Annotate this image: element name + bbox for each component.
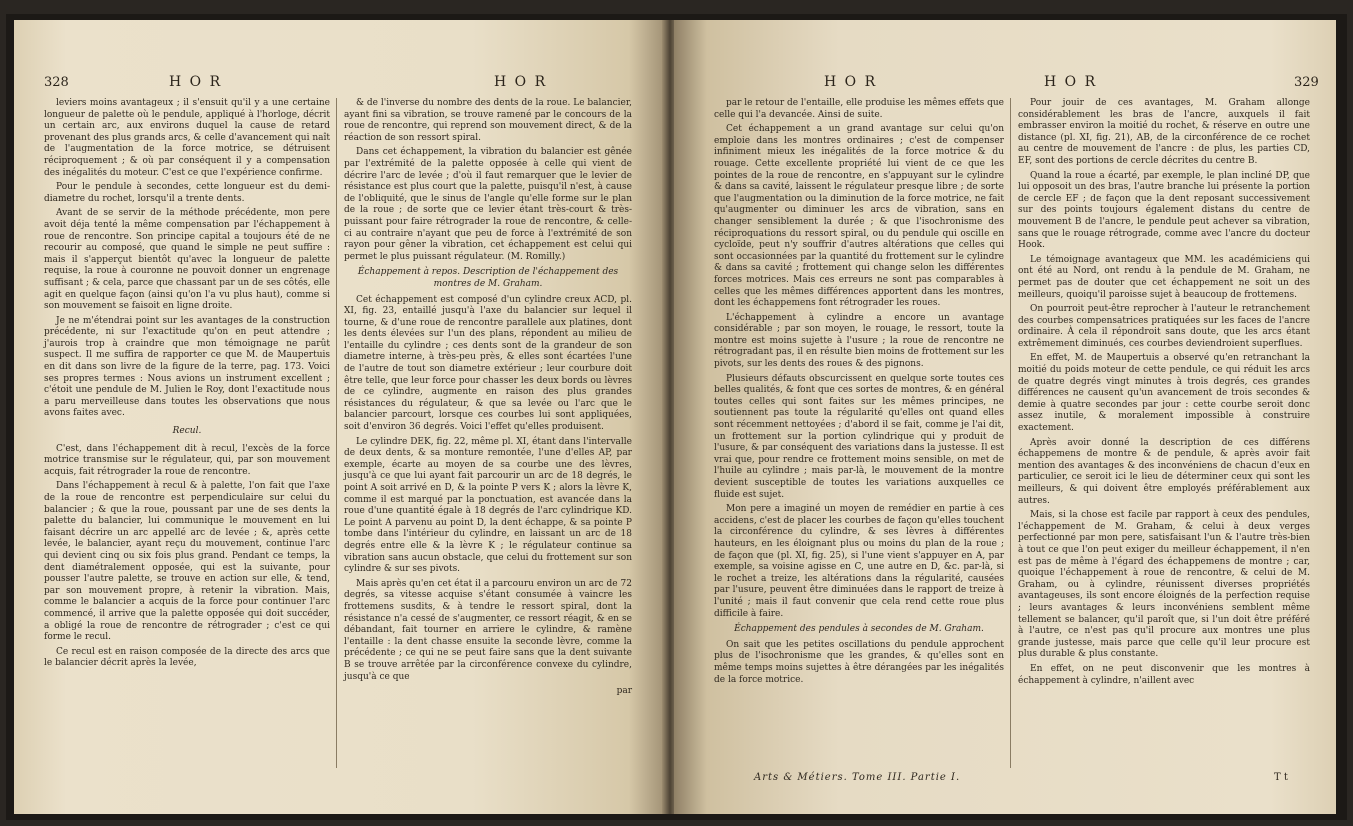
text-column-2 [344, 98, 632, 701]
section-heading: Échappement des pendules à secondes de M. Graham. [734, 624, 984, 635]
signature-mark: T t [1274, 772, 1288, 783]
running-head: H O R [1044, 74, 1098, 90]
paragraph-group [714, 98, 1004, 620]
text-column-2 [1018, 98, 1310, 690]
paragraph-group [44, 98, 330, 420]
paragraph: Le cylindre DEK, fig. 22, même pl. XI, étant dans l'intervalle de deux dents, & sa monture remontée, l'une d'elles AP, par exemple, écarte au moyen de sa courbe une des lèvres, jusqu'à ce que lui ayant fait parcourir un arc de 18 degrés, le point A soit arrivé en D, & la pointe P vers K ; alors la lèvre K, comme il est marqué par la ponctuation, est avancée dans la roue d'une quantité égale à 18 degrés de l'arc cylindrique KD. Le point A parvenu au point D, la dent échappe, & sa pointe P tombe dans l'intérieur du cylindre, en laissant un arc de 18 degrés entre elle & la lèvre K ; le régulateur continue sa vibration sans aucun obstacle, que celui du frottement sur son cylindre & sur ses pivots. [344, 436, 632, 575]
paragraph: Mais, si la chose est facile par rapport à ceux des pendules, l'échappement de M. Graham, & celui à deux verges perfectionné par mon pere, satisfaisant l'un & l'autre très-bien à tout ce que l'on peut exiger du meilleur échappement, il n'en est pas de même à l'égard des échappemens de montre ; car, quoique l'échappement à roue de rencontre, & celui de M. Graham, ou à cylindre, réunissent diverses propriétés avantageuses, ils sont encore éloignés de la perfection requise ; leurs avantages & leurs inconvéniens semblent même tellement se balancer, qu'il paroît que, si l'un doit être préféré à l'autre, ce n'est pas qu'il procure aux montres une plus grande justesse, mais parce que celle qu'il leur procure est plus durable & plus constante. [1018, 510, 1310, 660]
right-page [674, 20, 1336, 814]
paragraph: Cet échappement a un grand avantage sur celui qu'on emploie dans les montres ordinaires ; c'est de compenser infiniment mieux les inégalités de la force motrice & du rouage. Cette excellente propriété lui vient de ce que les pointes de la roue de rencontre, en s'appuyant sur le cylindre & dans sa cavité, laissent le régulateur presque libre ; de sorte que l'augmentation ou la diminution de la force motrice, ne fait qu'augmenter ou diminuer les arcs de vibration, sans en changer sensiblement la durée ; & que l'isochronisme des réciproquations du ressort spiral, ou du pendule qui oscille en cycloïde, peut n'y souffrir d'autres altérations que celles qui sont occasionnées par la quantité du frottement sur le cylindre & dans sa cavité ; frottement qui change selon les différentes forces motrices. Mais ces erreurs ne sont pas comparables à celles que les mêmes différences apportent dans les montres, dont les échappemens font rétrograder les roues. [714, 124, 1004, 309]
paragraph: Je ne m'étendrai point sur les avantages de la construction précédente, ni sur l'exactitude qu'on en peut attendre ; j'aurois trop à craindre que mon témoignage ne parût suspect. Il me suffira de rapporter ce que M. de Maupertuis en dit dans son livre de la figure de la terre, pag. 173. Voici ses propres termes : Nous avions un instrument excellent ; c'étoit une pendule de M. Julien le Roy, dont l'exactitude nous a paru merveilleuse dans toutes les observations que nous avons faites avec. [44, 315, 330, 419]
section-heading: Échappement à repos. Description de l'échappement des montres de M. Graham. [357, 267, 619, 289]
paragraph: On pourroit peut-être reprocher à l'auteur le retranchement des courbes compensatrices pratiquées sur les faces de l'ancre ordinaire. À cela il répondroit sans doute, que les arcs étant extrêmement diminués, ces courbes deviendroient superflues. [1018, 304, 1310, 349]
column-rule [1010, 98, 1011, 768]
paragraph: par le retour de l'entaille, elle produise les mêmes effets que celle qui l'a devancée. Ainsi de suite. [714, 98, 1004, 120]
running-head: H O R [169, 74, 223, 90]
paragraph: On sait que les petites oscillations du pendule approchent plus de l'isochronisme que les grandes, & qu'elles sont en même temps moins sujettes à être dérangées par les inégalités de la force motrice. [714, 639, 1004, 685]
paragraph: Ce recul est en raison composée de la directe des arcs que le balancier décrit après la levée, [44, 646, 330, 669]
paragraph: En effet, on ne peut disconvenir que les montres à échappement à cylindre, n'aillent avec [1018, 663, 1310, 686]
paragraph-group [714, 640, 1004, 686]
paragraph: En effet, M. de Maupertuis a observé qu'en retranchant la moitié du poids moteur de cette pendule, ce qui réduit les arcs de quatre degrés vingt minutes à trois degrés, ces grandes différences ne causent qu'un avancement de trois secondes & demie à quatre secondes par jour : cette courbe seroit donc assez inutile, & moralement impossible à construire exactement. [1018, 353, 1310, 434]
page-number: 328 [44, 75, 69, 90]
running-head: H O R [824, 74, 878, 90]
book-spread [6, 14, 1347, 820]
paragraph: Mon pere a imaginé un moyen de remédier en partie à ces accidens, c'est de placer les courbes de façon qu'elles touchent la circonférence du cylindre, & ses lèvres à différentes hauteurs, en les éloignant plus ou moins du plan de la roue ; de façon que (pl. XI, fig. 25), si l'une vient s'appuyer en A, par exemple, sa voisine agisse en C, une autre en D, &c. par-là, si le rochet a treize, les altérations dans la régularité, causées par l'usure, peuvent être diminuées dans le rapport de treize à l'unité ; mais il faut convenir que cela rend cette roue plus difficile à faire. [714, 504, 1004, 619]
paragraph: & de l'inverse du nombre des dents de la roue. Le balancier, ayant fini sa vibration, se trouve ramené par le concours de la roue de rencontre, qui reprend son mouvement direct, & de la réaction de son ressort spiral. [344, 98, 632, 143]
paragraph: Mais après qu'en cet état il a parcouru environ un arc de 72 degrés, sa vitesse acquise s'étant consumée à vaincre les frottemens susdits, & à tendre le ressort spiral, dont la résistance n'a cessé de s'augmenter, ce ressort réagit, & en se débandant, fait tourner en arriere le cylindre, & ramène l'entaille : la dent chasse ensuite la seconde lèvre, comme la précédente ; ce qui ne se peut faire sans que la dent suivante B se trouve arrêtée par la circonférence convexe du cylindre, jusqu'à ce que [344, 578, 632, 682]
paragraph: Plusieurs défauts obscurcissent en quelque sorte toutes ces belles qualités, & font que ces sortes de montres, & en général toutes celles qui sont faites sur les mêmes principes, ne soutiennent pas toute la régularité qu'elles ont quand elles sont récemment nettoyées ; d'abord il se fait, comme je l'ai dit, un frottement sur la portion cylindrique qui y produit de l'usure, & par conséquent des variations dans la justesse. Il est vrai que, pour rendre ce frottement moins sensible, on met de l'huile au cylindre ; mais par-là, le mouvement de la montre devient susceptible de toutes les variations auxquelles ce fluide est sujet. [714, 373, 1004, 500]
paragraph: Quand la roue a écarté, par exemple, le plan incliné DP, que lui opposoit un des bras, l'autre branche lui présente la portion de cercle EF ; de façon que la dent reposant successivement sur des points toujours également distans du centre de mouvement B de l'ancre, le pendule peut achever sa vibration, sans que le rouage rétrograde, comme avec l'ancre du docteur Hook. [1018, 170, 1310, 251]
page-number: 329 [1294, 75, 1319, 90]
paragraph: Dans cet échappement, la vibration du balancier est gênée par l'extrémité de la palette opposée à celle qui vient de décrire l'arc de levée ; d'où il faut remarquer que le levier de résistance est plus court que la palette, puisqu'il n'est, à cause de l'obliquité, que le sinus de l'angle qu'elle forme sur le plan de la roue ; de sorte que ce levier étant très-court & très-puissant pour faire rétrograder la roue de rencontre, & celle-ci au contraire n'ayant que peu de force à l'extrémité de son rayon pour gêner la vibration, cet échappement est celui qui permet le plus puissant régulateur. (M. Romilly.) [344, 147, 632, 262]
paragraph: C'est, dans l'échappement dit à recul, l'excès de la force motrice transmise sur le régulateur, qui, par son mouvement acquis, fait rétrograder la roue de rencontre. [44, 443, 330, 477]
paragraph-group [1018, 98, 1310, 687]
paragraph-group [344, 295, 632, 684]
running-head: H O R [494, 74, 548, 90]
column-rule [336, 98, 337, 768]
left-page-header [44, 74, 69, 90]
paragraph: Pour le pendule à secondes, cette longueur est du demi-diametre du rochet, lorsqu'il a trente dents. [44, 182, 330, 204]
text-column-1 [44, 98, 330, 673]
left-page [14, 20, 668, 814]
paragraph: Cet échappement est composé d'un cylindre creux ACD, pl. XI, fig. 23, entaillé jusqu'à l'axe du balancier sur lequel il tourne, & d'une roue de rencontre parallele aux platines, dont les dents élevées sur l'un des plans, répondent au milieu de l'entaille du cylindre ; ces dents sont de la grandeur de son diametre interne, à très-peu près, & elles sont écartées l'une de l'autre de tout son diametre extérieur ; leur courbure doit être telle, que leur force pour chasser les deux bords ou lèvres de ce cylindre, augmente en raison des plus grandes résistances du régulateur, & que sa levée ou l'arc que le balancier parcourt, lorsque ces courbes lui sont appliquées, soit d'environ 36 degrés. Voici l'effet qu'elles produisent. [344, 294, 632, 433]
text-column-1 [714, 98, 1004, 689]
paragraph: Le témoignage avantageux que MM. les académiciens qui ont été au Nord, ont rendu à la pendule de M. Graham, ne permet pas de douter que cet échappement ne soit un des meilleurs, quoiqu'il paroisse sujet à beaucoup de frottemens. [1018, 254, 1310, 300]
catchword: par [616, 686, 632, 697]
paragraph: leviers moins avantageux ; il s'ensuit qu'il y a une certaine longueur de palette où le pendule, appliqué à l'horloge, décrit un certain arc, aux environs duquel la cause de retard provenant des plus grands arcs, & celle d'avancement qui naît de l'augmentation de la force motrice, se détruisent réciproquement ; & où par conséquent il y a compensation des inégalités du moteur. C'est ce que l'expérience confirme. [44, 98, 330, 178]
paragraph-group [344, 98, 632, 263]
paragraph: L'échappement à cylindre a encore un avantage considérable ; par son moyen, le rouage, le ressort, toute la montre est moins sujette à l'usure ; la roue de rencontre ne rétrogradant pas, il en résulte bien moins de frottement sur les pivots, sur les dents des roues & des pignons. [714, 312, 1004, 370]
volume-footer: Arts & Métiers. Tome III. Partie I. [754, 772, 961, 783]
paragraph: Après avoir donné la description de ces différens échappemens de montre & de pendule, & après avoir fait mention des avantages & des inconvéniens de chacun d'eux en particulier, ce seroit ici le lieu de déterminer ceux qui sont les meilleurs, & qui doivent être employés préférablement aux autres. [1018, 437, 1310, 506]
paragraph-group [44, 444, 330, 670]
paragraph: Pour jouir de ces avantages, M. Graham allonge considérablement les bras de l'ancre, auxquels il fait embrasser environ la moitié du rochet, & réserve en outre une distance (pl. XI, fig. 21), AB, de la circonférence de ce rochet au centre de mouvement de l'ancre : de plus, les parties CD, EF, sont des portions de cercle décrites du centre B. [1018, 98, 1310, 166]
paragraph: Avant de se servir de la méthode précédente, mon pere avoit déja tenté la même compensation par l'échappement à roue de rencontre. Son principe capital a toujours été de ne recourir au composé, que quand le simple ne peut suffire : mais il s'apperçut bientôt qu'avec la longueur de palette requise, la roue à couronne ne pouvoit donner un engrenage suffisant ; & cela, parce que chassant par un de ses côtés, elle agit en quelque façon (ainsi qu'on l'a vu plus haut), comme si son mouvement se faisoit en ligne droite. [44, 208, 330, 312]
section-heading: Recul. [172, 426, 202, 437]
paragraph: Dans l'échappement à recul & à palette, l'on fait que l'axe de la roue de rencontre est perpendiculaire sur celui du balancier ; & que la roue, poussant par une de ses dents la palette du balancier, lui communique le mouvement en lui faisant décrire un arc appellé arc de levée ; &, après cette levée, le balancier, ayant reçu du mouvement, continue l'arc qui devient cinq ou six fois plus grand. Pendant ce temps, la dent diamétralement opposée, qui est la suivante, pour pousser l'autre palette, se trouve en action sur elle, & tend, par son mouvement propre, à retenir la vibration. Mais, comme le balancier a acquis de la force pour continuer l'arc commencé, il arrive que la palette opposée qui doit succéder, a obligé la roue de rencontre de rétrograder ; c'est ce qui forme le recul. [44, 481, 330, 643]
right-page-header [1294, 74, 1319, 90]
